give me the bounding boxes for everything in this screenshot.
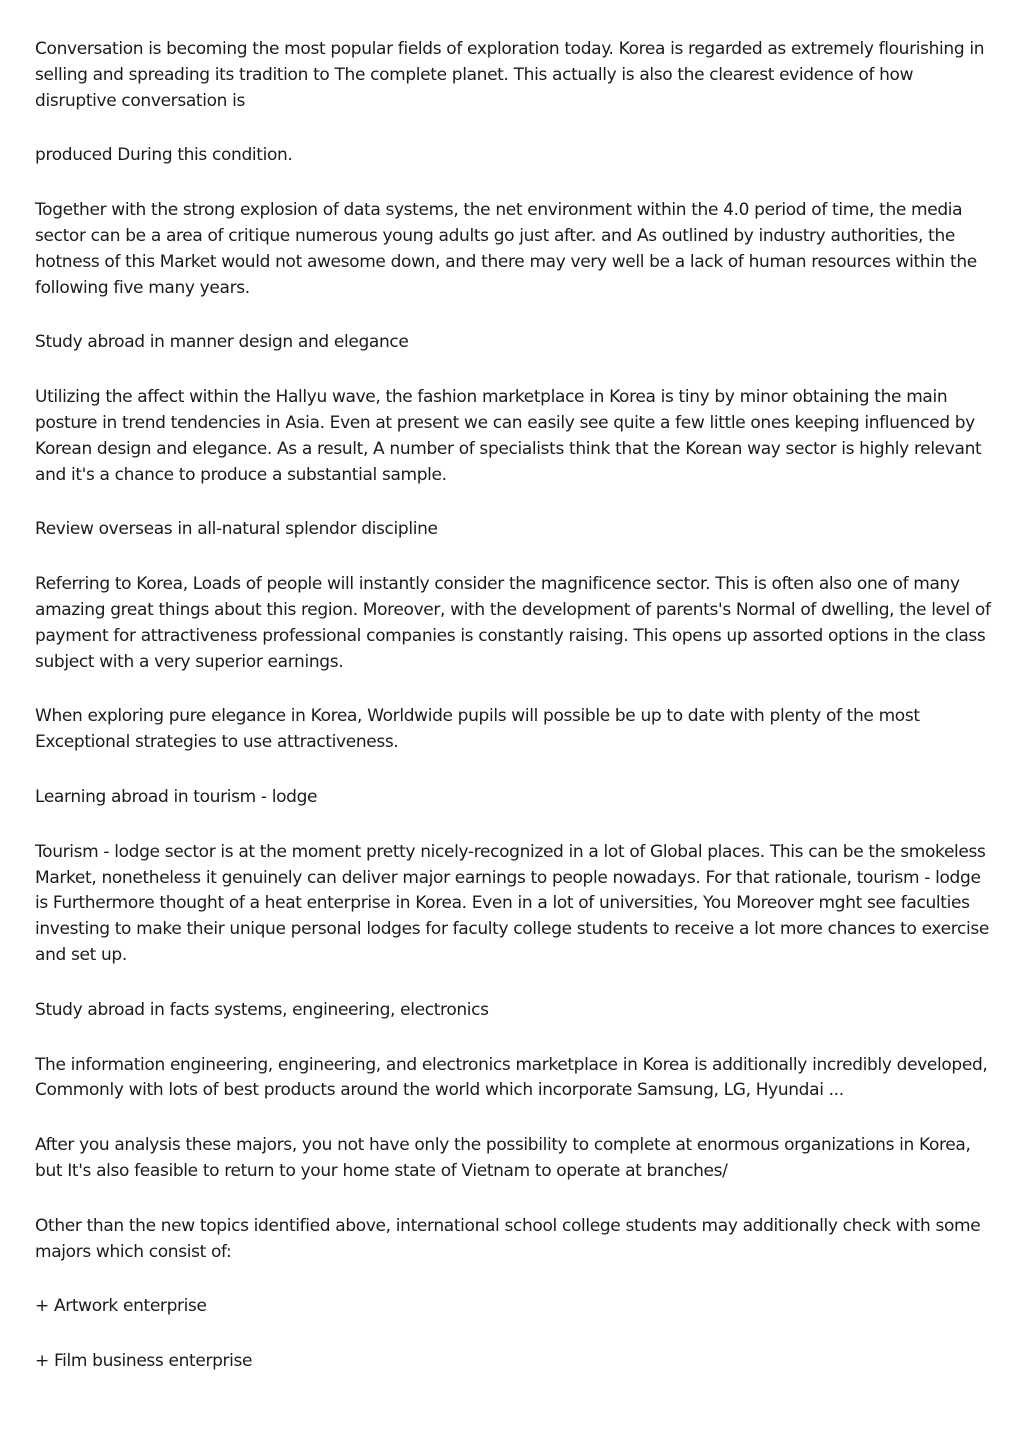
heading-tourism: Learning abroad in tourism - lodge — [35, 786, 318, 807]
heading-it-engineering: Study abroad in facts systems, engineering, electronics — [35, 999, 489, 1020]
heading-beauty: Review overseas in all-natural splendor discipline — [35, 519, 438, 540]
paragraph-media-sector: Together with the strong explosion of data systems, the net environment within the 4.0 period of time, the media sector can be a area of critique numerous young adults go just after. and As outlined by industry authorities, the hotness of this Market would not awesome down, and there may very well be a lack of human resources within the following five many years. — [35, 200, 977, 298]
paragraph-other-majors: Other than the new topics identified above, international school college students may additionally check with some majors which consist of: — [35, 1215, 981, 1262]
list-item-film: + Film business enterprise — [35, 1351, 253, 1372]
paragraph-intro: Conversation is becoming the most popular fields of exploration today. Korea is regarded as extremely flourishing in selling and spreading its tradition to The complete planet. This actually is also the clearest evidence of how disruptive conversation is — [35, 39, 985, 111]
document-body — [35, 37, 995, 1404]
paragraph-beauty: Referring to Korea, Loads of people will instantly consider the magnificence sector. This is often also one of many amazing great things about this region. Moreover, with the development of parents's Normal of dwelling, the level of payment for attractiveness professional companies is constantly raising. This opens up assorted options in the class subject with a very superior earnings. — [35, 574, 991, 672]
heading-fashion-design: Study abroad in manner design and elegance — [35, 332, 409, 353]
paragraph-intro-continued: produced During this condition. — [35, 145, 293, 166]
paragraph-fashion-design: Utilizing the affect within the Hallyu wave, the fashion marketplace in Korea is tiny by minor obtaining the main posture in trend tendencies in Asia. Even at present we can easily see quite a few little ones keeping influenced by Korean design and elegance. As a result, A number of specialists think that the Korean way sector is highly relevant and it's a chance to produce a substantial sample. — [35, 387, 982, 485]
paragraph-tourism: Tourism - lodge sector is at the moment pretty nicely-recognized in a lot of Global places. This can be the smokeless Market, nonetheless it genuinely can deliver major earnings to people nowadays. For that rationale, tourism - lodge is Furthermore thought of a heat enterprise in Korea. Even in a lot of universities, You Moreover mght see faculties investing to make their unique personal lodges for faculty college students to receive a lot more chances to exercise and set up. — [35, 841, 989, 965]
paragraph-majors-career: After you analysis these majors, you not have only the possibility to complete at enormous organizations in Korea, but It's also feasible to return to your home state of Vietnam to operate at branches/ — [35, 1135, 971, 1181]
paragraph-beauty-students: When exploring pure elegance in Korea, Worldwide pupils will possible be up to date with plenty of the most Exceptional strategies to use attractiveness. — [35, 706, 920, 753]
list-item-artwork: + Artwork enterprise — [35, 1296, 207, 1317]
paragraph-it-engineering: The information engineering, engineering, and electronics marketplace in Korea is additionally incredibly developed, Commonly with lots of best products around the world which incorporate Samsung, LG, Hyundai ... — [35, 1054, 988, 1101]
